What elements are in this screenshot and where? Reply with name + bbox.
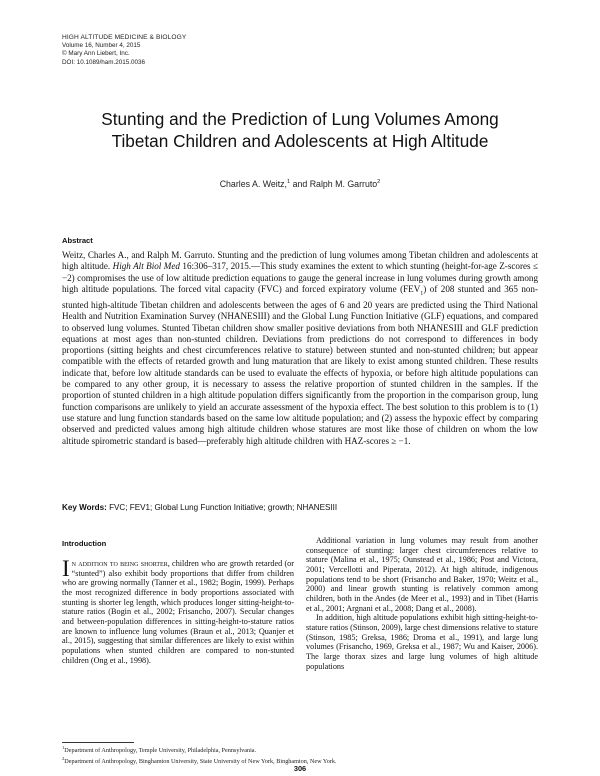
drop-cap: I <box>62 556 70 581</box>
author-connector: and Ralph M. Garruto <box>292 179 378 189</box>
abstract-journal: High Alt Biol Med <box>112 261 180 272</box>
author-1-affiliation: 1 <box>287 179 291 186</box>
right-paragraph-1: Additional variation in lung volumes may result from another consequence of stunting: larger chest circumferences relative to stature (Malina et al., 1975; Ounstead et al., 1986; Post and Victora, 2001; Vercellotti and Piperata, 2012). At high altitude, indigenous populations tend to be short (Frisancho and Baker, 1970; Weitz et al., 2000) and linear growth stunting is relatively common among children, both in the Andes (de Meer et al., 1993) and in Tibet (Harris et al., 2001; Argnani et al., 2008; Dang et al., 2008). <box>306 536 538 613</box>
footnote-2-number: 2 <box>62 755 65 761</box>
footnote-2-text: Department of Anthropology, Binghamton University, State University of New York, Binghamton, New York. <box>64 757 337 765</box>
journal-header <box>62 34 186 67</box>
intro-small-caps: n addition to being shorter <box>71 559 168 568</box>
keywords-label: Key Words: <box>62 503 107 512</box>
author-list <box>0 179 600 189</box>
footnote-1-text: Department of Anthropology, Temple University, Philadelphia, Pennsylvania. <box>64 747 257 755</box>
abstract-body-rest: ) of 208 stunted and 365 non-stunted high-altitude Tibetan children and adolescents between the ages of 6 and 20 years are predicted using the Third National Health and Nutrition Examination Survey (NHANESIII) and the Global Lung Function Initiative (GLF) equations, and compared to observed lung volumes. Stunted Tibetan children show smaller positive deviations from both NHANESIII and GLF prediction equations at most ages than non-stunted children. Deviations from predictions do not correspond to differences in body proportions (sitting heights and chest circumferences relative to stature) between stunted and non-stunted children; but appear compatible with the effects of retarded growth and lung maturation that are likely to exist among stunted children. These results indicate that, before low altitude standards can be used to evaluate the effects of hypoxia, or before high altitude populations can be compared to any other group, it is necessary to assess the relative proportion of stunted children in the samples. If the proportion of stunted children in a high altitude population differs significantly from the proportion in the comparison group, lung function comparisons are unlikely to yield an accurate assessment of the hypoxia effect. The best solution to this problem is to (1) use stature and lung function standards based on the same low altitude population; and (2) assess the hypoxic effect by comparing observed and predicted values among high altitude children whose statures are most like those of children on whom the low altitude spirometric standard is based—preferably high altitude children with HAZ-scores ≥ −1. <box>62 283 538 446</box>
author-2-affiliation: 2 <box>377 179 381 186</box>
abstract-heading: Abstract <box>62 236 93 245</box>
journal-copyright: © Mary Ann Liebert, Inc. <box>62 50 130 58</box>
abstract-body: 16:306–317, 2015.—This study examines the extent to which stunting (height-for-age Z-scores ≤ −2) compromises the use of low altitude prediction equations to gauge the general increase in lung volumes during growth among high altitude populations. The forced vital capacity (FVC) and forced expiratory volume (FEV <box>62 261 538 294</box>
footnotes <box>62 744 538 765</box>
title-line-2: Tibetan Children and Adolescents at High Altitude <box>111 131 489 151</box>
journal-name: HIGH ALTITUDE MEDICINE & BIOLOGY <box>62 34 187 41</box>
footnote-1-number: 1 <box>62 745 65 750</box>
keywords-text: FVC; FEV1; Global Lung Function Initiative; growth; NHANESIII <box>109 503 338 512</box>
abstract-text <box>62 250 538 447</box>
article-title <box>40 108 560 152</box>
page-number: 306 <box>293 764 307 773</box>
keywords <box>62 503 538 512</box>
author-1: Charles A. Weitz, <box>219 179 287 189</box>
journal-doi: DOI: 10.1089/ham.2015.0036 <box>62 58 145 66</box>
abstract-subscript: 1 <box>420 290 424 297</box>
left-column <box>62 556 295 665</box>
abstract-citation: Weitz, Charles A., and Ralph M. Garruto. Stunting and the prediction of lung volumes among Tibetan children and adolescents at high altitude. <box>62 250 538 272</box>
journal-volume: Volume 16, Number 4, 2015 <box>62 42 141 50</box>
right-column <box>306 536 538 671</box>
introduction-heading: Introduction <box>62 539 107 548</box>
right-paragraph-2: In addition, high altitude populations exhibit high sitting-height-to-stature ratios (Stinson, 2009), large chest dimensions relative to stature (Stinson, 1985; Greksa, 1986; Droma et al., 1991), and large lung volumes (Frisancho, 1969, Greksa et al., 1987; Wu and Kaiser, 2006). The large thorax sizes and large lung volumes of high altitude populations <box>306 613 539 671</box>
intro-paragraph-1 <box>62 556 295 665</box>
intro-text-1: , children who are growth retarded (or “stunted”) also exhibit body proportions that differ from children who are growing normally (Tanner et al., 1982; Bogin, 1999). Perhaps the most recognized difference in body proportions associated with stunting is shorter leg length, which produces longer sitting-height-to-stature ratios (Bogin et al., 2002; Frisancho, 2007). Secular changes and between-population differences in sitting-height-to-stature ratios are known to influence lung volumes (Braun et al., 2013; Quanjer et al., 2015), suggesting that similar differences are likely to exist within populations when stunted children are compared to non-stunted children (Ong et al., 1998). <box>62 559 295 665</box>
title-line-1: Stunting and the Prediction of Lung Volumes Among <box>101 109 499 129</box>
footnote-1 <box>62 744 538 755</box>
footnote-rule <box>62 742 134 743</box>
